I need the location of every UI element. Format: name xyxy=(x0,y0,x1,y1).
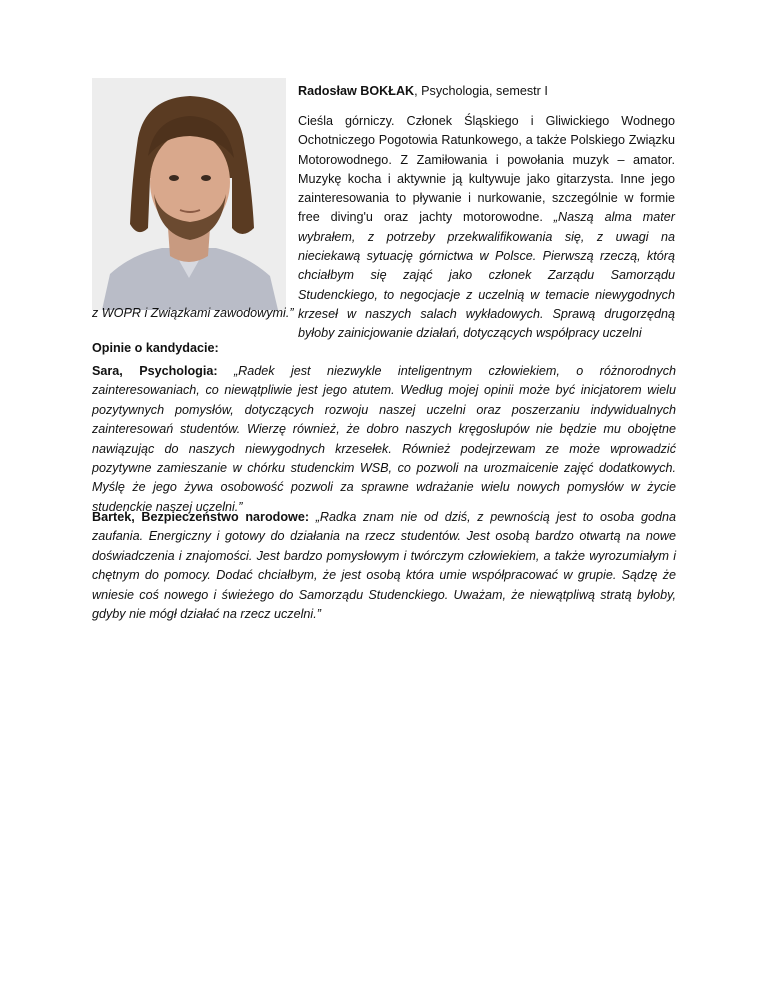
opinion-item xyxy=(92,508,676,624)
opinion-author: Sara, Psychologia: xyxy=(92,364,218,378)
opinions-heading: Opinie o kandydacie: xyxy=(92,341,219,355)
bio-quote-tail: z WOPR i Związkami zawodowymi.” xyxy=(92,306,294,320)
opinion-text: „Radek jest niezwykle inteligentnym człowiekiem, o różnorodnych zainteresowaniach, co niewątpliwie jest jego atutem. Według mojej opinii może być inicjatorem wielu pozytywnych pomysłów, dotyczących rozwoju naszej uczelni oraz poszerzaniu indywidualnych zainteresowań studentów. Wierzę również, że dobro naszych kręgosłupów nie będzie mu obojętne nawiązując do naszych niewygodnych krzesełek. Również podejrzewam ze może wprowadzić pozytywne zamieszanie w chórku studenckim WSB, co pozwoli na urozmaicenie zajęć dodatkowych. Myślę że jego żywa osobowość pozwoli za sprawne wdrażanie wielu nowych pomysłów w życie studenckie naszej uczelni.” xyxy=(92,364,676,514)
candidate-bio xyxy=(298,112,675,344)
opinion-author: Bartek, Bezpieczeństwo narodowe: xyxy=(92,510,310,524)
candidate-heading xyxy=(298,84,548,98)
candidate-photo xyxy=(92,78,286,310)
portrait-image xyxy=(92,78,286,310)
opinion-text: „Radka znam nie od dziś, z pewnością jest to osoba godna zaufania. Energiczny i gotowy do działania na rzecz studentów. Jest osobą bardzo otwartą na nowe doświadczenia i znajomości. Jest bardzo pomysłowym i twórczym człowiekiem, a także wyrozumiałym i chętnym do pomocy. Dodać chciałbym, że jest osobą która umie współpracować w grupie. Sądzę że wniesie coś nowego i świeżego do Samorządu Studenckiego. Uważam, że niewątpliwą stratą byłoby, gdyby nie mógł działać na rzecz uczelni.” xyxy=(92,510,676,622)
bio-quote: „Naszą alma mater wybrałem, z potrzeby przekwalifikowania się, z uwagi na nieciekawą sytuację górnictwa w Polsce. Pierwszą rzeczą, którą chciałbym się zająć jako członek Zarządu Samorządu Studenckiego, to negocjacje z uczelnią w temacie niewygodnych krzeseł w naszych salach wykładowych. Sprawą drugorzędną byłoby zainicjowanie działań, dotyczących współpracy uczelni xyxy=(298,210,675,341)
bio-description: Cieśla górniczy. Członek Śląskiego i Gliwickiego Wodnego Ochotniczego Pogotowia Ratunkowego, a także Polskiego Związku Motorowodnego. Z Zamiłowania i powołania muzyk – amator. Muzykę kocha i aktywnie ją kultywuje jako gitarzysta. Inne jego zainteresowania to pływanie i nurkowanie, szczególnie w formie free diving'u oraz jachty motorowodne. xyxy=(298,114,675,225)
opinion-item xyxy=(92,362,676,517)
candidate-details: , Psychologia, semestr I xyxy=(414,84,548,98)
candidate-name: Radosław BOKŁAK xyxy=(298,84,415,98)
